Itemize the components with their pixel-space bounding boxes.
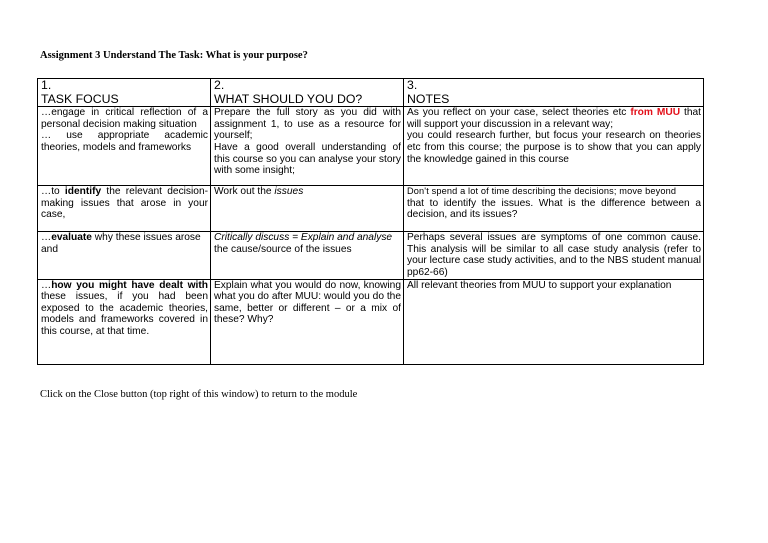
header-label: NOTES (407, 91, 450, 106)
document-title: Assignment 3 Understand The Task: What is your purpose? (40, 50, 308, 61)
action-text: the cause/source of the issues (214, 243, 352, 255)
action-text: Have a good overall understanding of this course so you can analyse your story with some insight; (214, 141, 401, 177)
notes-cell (404, 107, 704, 186)
action-emphasis: Critically discuss = Explain and analyse (214, 232, 393, 244)
highlighted-source: from MUU (630, 107, 681, 119)
task-focus-text: … (41, 232, 52, 244)
notes-text-part: As you reflect on your case, select theories etc (407, 107, 631, 119)
task-focus-text: these issues, if you had been exposed to the academic theories, models and frameworks covered in this course, at that time. (41, 291, 208, 337)
notes-cell (404, 232, 704, 279)
header-number: 3. (407, 78, 418, 92)
table-row (38, 279, 704, 364)
action-text: Explain what you would do now, knowing what you do after MUU: would you do the same, better or different – or a mix of these? Why? (214, 279, 401, 326)
task-focus-emphasis: evaluate (51, 232, 92, 244)
header-number: 2. (214, 78, 225, 92)
action-cell (211, 279, 404, 364)
notes-text: Perhaps several issues are symptoms of one common cause. This analysis will be similar to all case study analysis (refer to your lecture case study activities, and to the NBS student manual pp62-66) (407, 232, 701, 278)
notes-text: that to identify the issues. What is the difference between a decision, and its issues? (407, 197, 701, 221)
notes-text (407, 107, 701, 130)
notes-text-part: that will support your discussion in a relevant way; (407, 107, 701, 130)
task-focus-cell (38, 107, 211, 186)
table-row (38, 186, 704, 232)
header-label: WHAT SHOULD YOU DO? (214, 91, 363, 106)
task-focus-text: …to (41, 186, 65, 198)
task-focus-cell (38, 279, 211, 364)
header-cell-what-should-you-do (211, 79, 404, 107)
task-focus-text: … (41, 279, 52, 291)
task-table (37, 78, 704, 365)
action-cell (211, 232, 404, 279)
task-focus-emphasis: how you might have dealt with (51, 279, 208, 291)
notes-text: Don't spend a lot of time describing the decisions; move beyond (407, 186, 677, 197)
task-focus-text: why these issues arose and (41, 232, 201, 255)
action-text: Work out the (214, 186, 275, 198)
notes-cell (404, 186, 704, 232)
table-row (38, 232, 704, 279)
task-focus-cell (38, 186, 211, 232)
header-number: 1. (41, 78, 52, 92)
action-cell (211, 186, 404, 232)
task-focus-text: …engage in critical reflection of a personal decision making situation (41, 107, 208, 130)
action-emphasis: issues (274, 186, 304, 198)
table-header-row (38, 79, 704, 107)
task-focus-text: … use appropriate academic theories, models and frameworks (41, 130, 208, 153)
header-cell-notes (404, 79, 704, 107)
notes-cell (404, 279, 704, 364)
action-text: Prepare the full story as you did with assignment 1, to use as a resource for yourself; (214, 107, 401, 142)
task-focus-cell (38, 232, 211, 279)
task-focus-text: the relevant decision-making issues that arose in your case, (41, 186, 209, 221)
action-cell (211, 107, 404, 186)
notes-text: All relevant theories from MUU to support your explanation (407, 279, 672, 291)
table-row (38, 107, 704, 186)
header-cell-task-focus (38, 79, 211, 107)
notes-text: you could research further, but focus your research on theories etc from this course; the purpose is to show that you can apply the knowledge gained in this course (407, 130, 701, 165)
task-focus-emphasis: identify (64, 186, 102, 198)
close-instruction: Click on the Close button (top right of this window) to return to the module (40, 389, 358, 400)
header-label: TASK FOCUS (41, 91, 119, 106)
